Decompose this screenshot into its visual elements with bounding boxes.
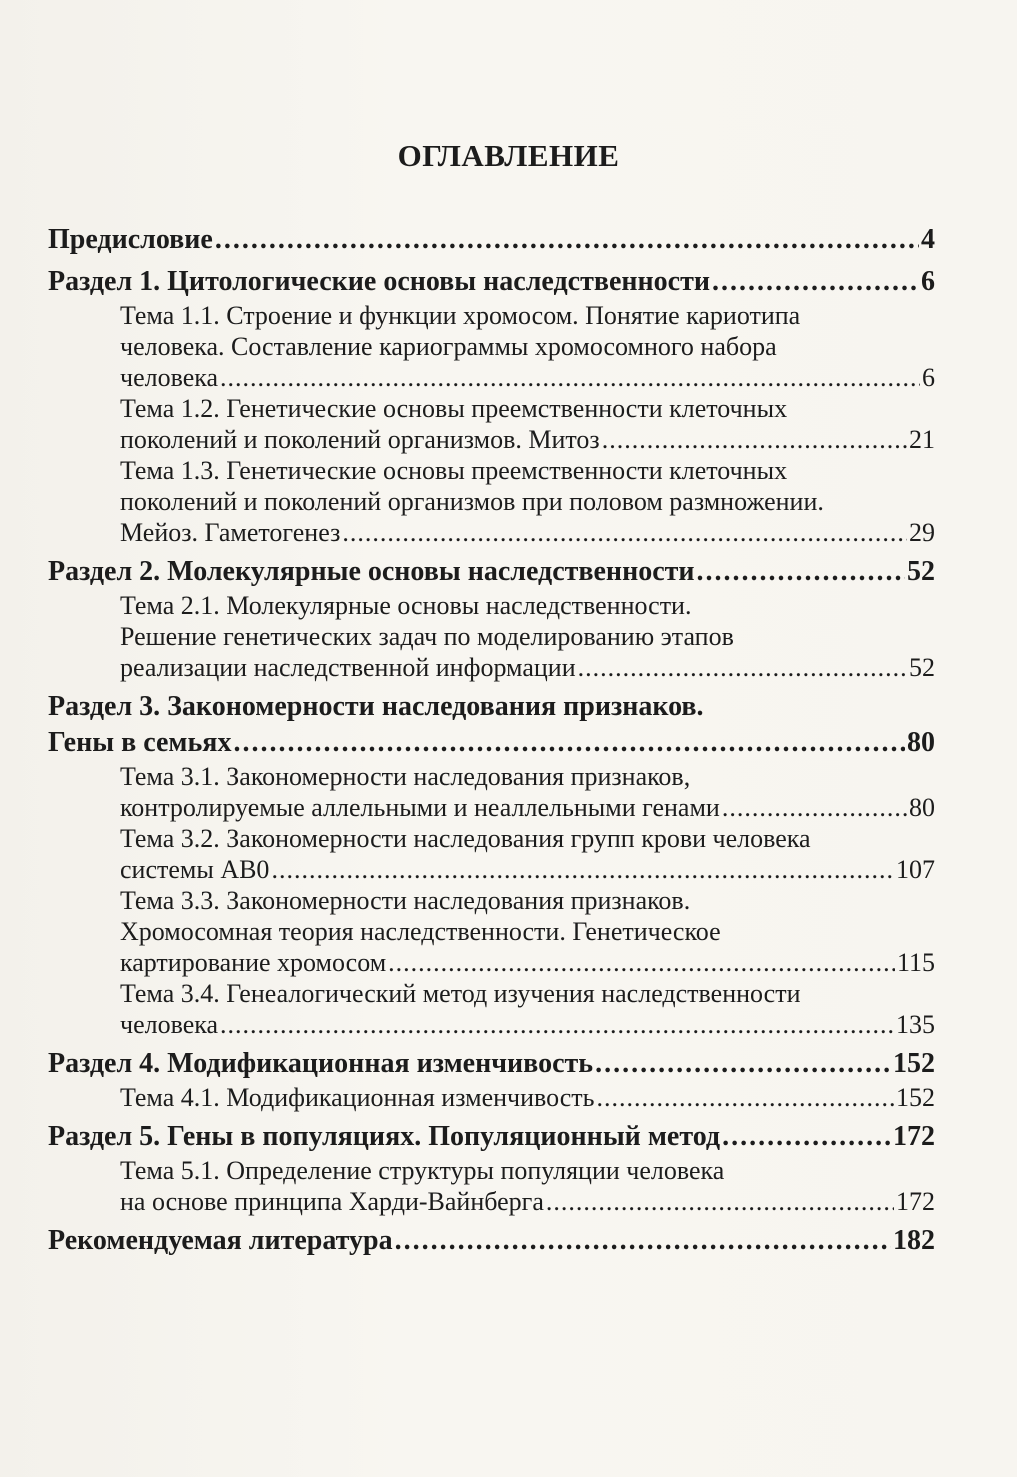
toc-entry-line [48, 1046, 935, 1082]
toc-entry-line [120, 761, 935, 792]
toc-topic-entry[interactable] [48, 761, 935, 823]
toc-entry-line [120, 486, 935, 517]
dot-leader [546, 1186, 894, 1217]
dot-leader [597, 1082, 894, 1113]
toc-entry-line [120, 1155, 935, 1186]
toc-section-entry[interactable] [48, 1223, 935, 1259]
toc-page-number: 152 [896, 1083, 935, 1112]
toc-entry-title: Тема 5.1. Определение структуры популяции человека [120, 1156, 725, 1185]
toc-topic-entry[interactable] [48, 1082, 935, 1113]
toc-entry-line [120, 455, 935, 486]
toc-entry-title: поколений и поколений организмов при половом размножении. [120, 487, 824, 516]
toc-entry-line [120, 1186, 935, 1217]
dot-leader [271, 854, 894, 885]
toc-page-number: 172 [893, 1121, 935, 1152]
dot-leader [697, 554, 905, 590]
toc-entry-title: Мейоз. Гаметогенез [120, 518, 341, 547]
toc-entry-line [48, 1223, 935, 1259]
toc-entry-title: Раздел 4. Модификационная изменчивость [48, 1048, 594, 1079]
toc-page-number: 6 [921, 266, 935, 297]
toc-topic-entry[interactable] [48, 885, 935, 978]
toc-topic-entry[interactable] [48, 1155, 935, 1217]
toc-entry-title: Предисловие [48, 224, 213, 255]
toc-section-entry[interactable] [48, 1119, 935, 1155]
toc-entry-title: Тема 1.2. Генетические основы преемственности клеточных [120, 394, 788, 423]
toc-entry-title: реализации наследственной информации [120, 653, 576, 682]
toc-entry-line [48, 264, 935, 300]
toc-page-number: 182 [893, 1225, 935, 1256]
toc-topic-entry[interactable] [48, 978, 935, 1040]
toc-section-entry[interactable] [48, 222, 935, 258]
dot-leader [220, 1009, 894, 1040]
toc-entry-title: Рекомендуемая литература [48, 1225, 393, 1256]
dot-leader [395, 1223, 891, 1259]
toc-page-number: 135 [896, 1010, 935, 1039]
toc-entry-title: Гены в семьях [48, 727, 232, 758]
dot-leader [233, 725, 905, 761]
toc-entry-line [120, 300, 935, 331]
toc-entry-line [48, 554, 935, 590]
dot-leader [342, 517, 907, 548]
toc-page-number: 21 [909, 425, 935, 454]
toc-entry-line [120, 1082, 935, 1113]
toc-entry-line [48, 725, 935, 761]
toc-entry-title: Тема 3.1. Закономерности наследования признаков, [120, 762, 691, 791]
dot-leader [595, 1046, 891, 1082]
toc-page-number: 80 [909, 793, 935, 822]
toc-entry-line [120, 916, 935, 947]
toc-entry-line [120, 854, 935, 885]
toc-entry-title: контролируемые аллельными и неаллельными генами [120, 793, 720, 822]
toc-topic-entry[interactable] [48, 300, 935, 393]
dot-leader [388, 947, 895, 978]
toc-entry-title: поколений и поколений организмов. Митоз [120, 425, 600, 454]
toc-entry-line [120, 331, 935, 362]
toc-entry-line [48, 689, 935, 725]
toc-entry-title: Хромосомная теория наследственности. Генетическое [120, 917, 721, 946]
toc-topic-entry[interactable] [48, 590, 935, 683]
toc-section-entry[interactable] [48, 689, 935, 761]
toc-entry-line [120, 1009, 935, 1040]
toc-page-number: 6 [922, 363, 935, 392]
toc-entry-title: Раздел 3. Закономерности наследования признаков. [48, 691, 704, 722]
toc-entry-title: Тема 1.3. Генетические основы преемственности клеточных [120, 456, 788, 485]
toc-entry-line [120, 621, 935, 652]
toc-entry-title: Раздел 1. Цитологические основы наследственности [48, 266, 710, 297]
toc-page-number: 152 [893, 1048, 935, 1079]
toc-entry-title: человека [120, 363, 219, 392]
toc-entry-line [120, 652, 935, 683]
toc-topic-entry[interactable] [48, 823, 935, 885]
toc-entry-title: Раздел 2. Молекулярные основы наследственности [48, 556, 695, 587]
dot-leader [578, 652, 907, 683]
toc-page-number: 52 [909, 653, 935, 682]
dot-leader [722, 792, 907, 823]
toc-section-entry[interactable] [48, 264, 935, 300]
toc-page-number: 4 [921, 224, 935, 255]
toc-entry-line [48, 222, 935, 258]
toc-entry-title: Тема 3.3. Закономерности наследования признаков. [120, 886, 691, 915]
toc-entry-line [120, 517, 935, 548]
toc-entry-title: Тема 3.2. Закономерности наследования групп крови человека [120, 824, 811, 853]
toc-entry-line [120, 885, 935, 916]
table-of-contents [48, 222, 935, 1259]
toc-section-entry[interactable] [48, 1046, 935, 1082]
toc-page-number: 52 [907, 556, 935, 587]
toc-entry-line [120, 393, 935, 424]
toc-page-number: 80 [907, 727, 935, 758]
dot-leader [722, 1119, 891, 1155]
toc-topic-entry[interactable] [48, 393, 935, 455]
toc-entry-line [120, 362, 935, 393]
page-title: ОГЛАВЛЕНИЕ [397, 138, 620, 173]
toc-page-number: 107 [896, 855, 935, 884]
toc-entry-title: Тема 3.4. Генеалогический метод изучения наследственности [120, 979, 801, 1008]
toc-entry-title: человека [120, 1010, 219, 1039]
toc-page-number: 115 [896, 948, 935, 977]
toc-entry-title: системы АВ0 [120, 855, 270, 884]
dot-leader [712, 264, 919, 300]
dot-leader [220, 362, 920, 393]
toc-entry-line [120, 947, 935, 978]
toc-entry-line [120, 424, 935, 455]
toc-entry-title: Тема 2.1. Молекулярные основы наследственности. [120, 591, 692, 620]
toc-entry-line [120, 792, 935, 823]
toc-page-number: 172 [896, 1187, 935, 1216]
dot-leader [602, 424, 907, 455]
toc-topic-entry[interactable] [48, 455, 935, 548]
toc-entry-title: Тема 1.1. Строение и функции хромосом. Понятие кариотипа [120, 301, 801, 330]
toc-entry-title: картирование хромосом [120, 948, 387, 977]
dot-leader [215, 222, 919, 258]
toc-page-number: 29 [909, 518, 935, 547]
toc-entry-line [120, 823, 935, 854]
toc-entry-title: Раздел 5. Гены в популяциях. Популяционный метод [48, 1121, 721, 1152]
toc-entry-title: Решение генетических задач по моделированию этапов [120, 622, 734, 651]
toc-entry-line [48, 1119, 935, 1155]
toc-entry-line [120, 590, 935, 621]
toc-entry-title: Тема 4.1. Модификационная изменчивость [120, 1083, 595, 1112]
toc-entry-line [120, 978, 935, 1009]
toc-entry-title: человека. Составление кариограммы хромосомного набора [120, 332, 777, 361]
toc-entry-title: на основе принципа Харди-Вайнберга [120, 1187, 544, 1216]
toc-section-entry[interactable] [48, 554, 935, 590]
